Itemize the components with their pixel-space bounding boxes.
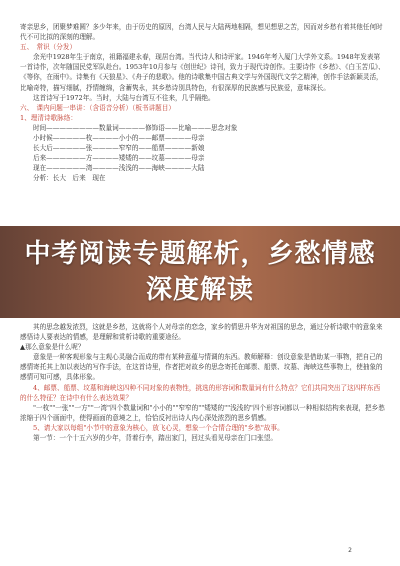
document-body-upper <box>20 22 386 184</box>
document-line: 5、请大家以每组"小节中的意象为核心，放飞心灵，想象一个合情合理的"乡愁"故事。 <box>33 423 284 432</box>
document-line: 小时候—————枚————小小的——邮票————母亲 <box>33 134 205 143</box>
document-line: 余光中1928年生于南京，祖籍福建永春，现居台湾。当代诗人和诗评家。1946年考入厦门大学外文系。1948年发表第一首诗作，次年随国民党军队赴台。1953年10月参与《创世纪》诗刊，致力于现代诗创作。主要诗作《乡愁》、《白玉苦瓜》、《等你，在雨中》。诗集有《天狼星》、《舟子的悲歌》。他的诗歌集中国古典文学与外国现代文学之精神，创作手法新颖灵活，比喻奇特，描写细腻，抒情缠绵，含蓄隽永，其乡愁诗别具特色，有很深厚的民族感与民族爱，意味深长。 <box>20 53 385 92</box>
document-line: 六、 课内问题一串讲：（含语音分析）（板书讲题目） <box>20 103 175 112</box>
page-number: 2 <box>348 547 352 554</box>
document-line: "一枚""一张""一方""一湾"四个数量词和"小小的""窄窄的""矮矮的""浅浅的"四个形容词都以一种相似结构来表现，把乡愁浓缩于四个画面中，使得画面的意境之上，恰恰反衬出诗人内心深处浓烈的思乡情感。 <box>20 403 385 422</box>
banner-title: 中考阅读专题解析，乡愁情感深度解读 <box>24 239 376 305</box>
document-line: 意象是一种客观形象与主观心灵融合而成的带有某种意蕴与情调的东西。教师解释：创设意象是借助某一事物，把自己的感情寄托其上加以表达的写作手法，在这首诗里，作者把对故乡的思念寄托在邮票、船票、坟墓、海峡这些事物上，使抽象的感情可知可感，具体形象。 <box>20 353 383 382</box>
document-line: 后来——————方————矮矮的——坟墓————母亲 <box>33 154 205 163</box>
document-line: 时间————————数量词————修饰语——比喻———思念对象 <box>33 123 238 132</box>
document-line: 长大后—————张————窄窄的——船票————新娘 <box>33 144 205 153</box>
document-line: ▲那么意象是什么呢？ <box>20 343 85 352</box>
document-line: 第一节：一个十五六岁的少年，背着行李，踏出家门，回过头看见母亲在门口张望。 <box>33 434 277 443</box>
document-line: 五、 常识（分发） <box>20 43 77 52</box>
document-line: 其的思念越发浓烈，这就是乡愁，这就将个人对母亲的恋念，家乡的情思升华为对祖国的思念，通过分析诗歌中的意象来感悟诗人要表达的情感，是理解和赏析诗歌的重要途径。 <box>20 323 383 342</box>
document-line: 分析：长大 后来 现在 <box>33 174 106 183</box>
document-line: 这首诗写于1972年。当时，大陆与台湾互不往来，几乎隔绝。 <box>33 93 215 102</box>
document-line: 1、理清诗歌脉络： <box>20 113 77 122</box>
document-body-lower <box>20 322 386 443</box>
document-line: 4、邮票、船票、坟墓和海峡这四种不同对象的表物性，挑选的形容词和数量词有什么特点？它们共同突出了这四样东西的什么特征？在诗中有什么表达效果？ <box>20 383 381 402</box>
document-line: 现在——————湾————浅浅的——海峡————大陆 <box>33 164 205 173</box>
document-line: 寄亲思乡，团聚梦难圆？多少年来，由于历史的原因，台湾人民与大陆两地相隔，想见想思之苦，因而对乡愁有着其他任何时代不可比拟的深刻的理解。 <box>20 23 383 42</box>
